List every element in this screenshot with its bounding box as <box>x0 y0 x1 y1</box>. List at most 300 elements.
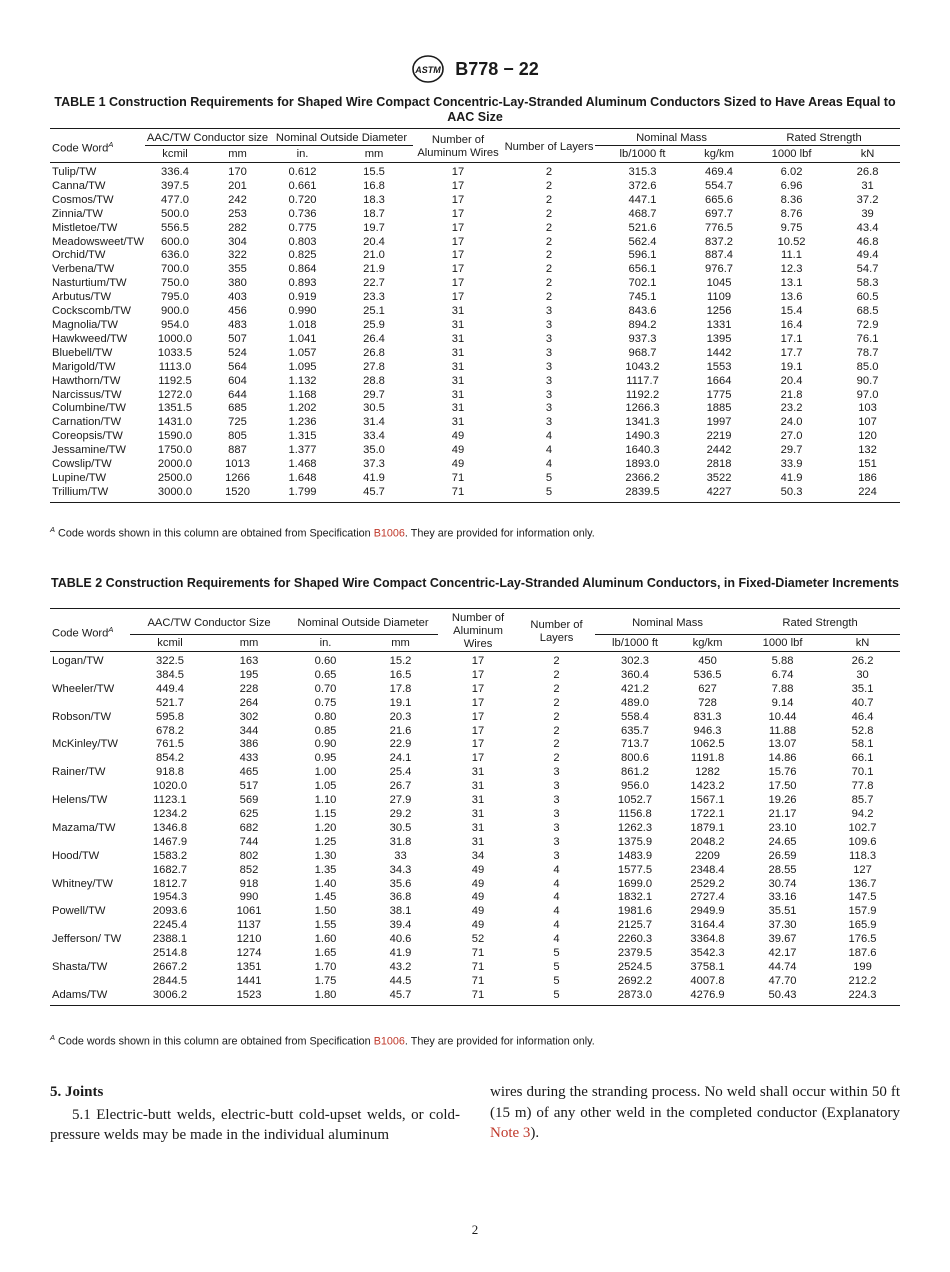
table-cell: 625 <box>239 807 259 820</box>
table-cell: 702.1 <box>628 277 657 290</box>
table-cell: 72.9 <box>856 318 879 331</box>
table-cell: 17.7 <box>780 346 803 359</box>
table-cell: 21.0 <box>363 249 385 262</box>
table-cell: 37.3 <box>363 458 385 471</box>
code-word-cell <box>50 752 130 766</box>
table-cell: 1.018 <box>288 318 317 331</box>
table-cell: 33.9 <box>780 458 803 471</box>
table-row <box>50 458 900 472</box>
table-cell: 946.3 <box>693 724 722 737</box>
table-cell: 195 <box>239 668 259 681</box>
table-cell: 1351 <box>236 960 262 973</box>
table-cell: 1346.8 <box>152 821 188 834</box>
code-word-cell: Columbine/TW <box>52 402 126 415</box>
table-cell: 52 <box>471 933 485 946</box>
unit-header: mm <box>335 146 413 163</box>
table-cell: 31 <box>451 402 465 415</box>
table-cell: 1.095 <box>288 360 317 373</box>
table-cell: 27.9 <box>389 794 412 807</box>
table-cell: 20.3 <box>389 710 412 723</box>
table-cell: 1.057 <box>288 346 317 359</box>
table-cell: 4276.9 <box>690 988 725 1001</box>
table-cell: 1043.2 <box>625 360 660 373</box>
table-cell: 17 <box>471 724 485 737</box>
table-cell: 3 <box>553 807 560 820</box>
table-cell: 31 <box>451 416 465 429</box>
document-header <box>0 54 950 84</box>
table-cell: 30.5 <box>389 821 412 834</box>
table-cell: 31 <box>451 374 465 387</box>
table-cell: 2388.1 <box>152 933 188 946</box>
table-cell: 21.6 <box>389 724 412 737</box>
layers-header: Number of Layers <box>503 129 595 163</box>
code-word-cell: Nasturtium/TW <box>52 277 127 290</box>
code-word-cell: Narcissus/TW <box>52 388 122 401</box>
table-cell: 635.7 <box>621 724 650 737</box>
table-cell: 31 <box>471 794 485 807</box>
conductor-size-header: AAC/TW Conductor size <box>145 129 270 146</box>
table-cell: 212.2 <box>848 974 877 987</box>
code-word-cell: Shasta/TW <box>52 960 108 973</box>
table-cell: 1722.1 <box>690 807 725 820</box>
table-cell: 556.5 <box>161 221 189 234</box>
table-cell: 31 <box>471 821 485 834</box>
table2-footnote: $^A$ Code words shown in this column are obtained from Specification B1006. They are provided for information only. <box>50 1033 595 1048</box>
table-cell: 157.9 <box>848 905 877 918</box>
table-cell: 3 <box>553 849 560 862</box>
table-row <box>50 919 900 933</box>
table-cell: 1442 <box>706 346 732 359</box>
table-cell: 2348.4 <box>690 863 725 876</box>
table-cell: 85.0 <box>856 360 879 373</box>
table-cell: 386 <box>239 738 259 751</box>
table-cell: 0.80 <box>314 710 337 723</box>
table-cell: 34 <box>471 849 485 862</box>
table-cell: 1.202 <box>288 402 317 415</box>
table-cell: 2219 <box>706 430 732 443</box>
table-cell: 8.36 <box>780 193 803 206</box>
table-cell: 34.3 <box>389 863 412 876</box>
table-cell: 384.5 <box>156 668 184 681</box>
table-cell: 165.9 <box>848 919 877 932</box>
table-cell: 4007.8 <box>690 974 725 987</box>
table-cell: 4 <box>553 919 560 932</box>
table-cell: 887.4 <box>705 249 734 262</box>
table-cell: 562.4 <box>628 235 657 248</box>
table-cell: 25.4 <box>389 766 412 779</box>
table-cell: 49.4 <box>856 249 879 262</box>
code-word-cell: Canna/TW <box>52 179 106 192</box>
table-cell: 761.5 <box>156 738 184 751</box>
table-cell: 28.8 <box>363 374 385 387</box>
table-cell: 17 <box>451 179 465 192</box>
mass-header: Nominal Mass <box>595 129 748 146</box>
table-cell: 97.0 <box>856 388 879 401</box>
table-cell: 1.315 <box>288 430 317 443</box>
table-row <box>50 766 900 780</box>
table-cell: 644 <box>228 388 247 401</box>
table-cell: 700.0 <box>161 263 189 276</box>
table-cell: 887 <box>228 444 247 457</box>
table-cell: 1351.5 <box>157 402 193 415</box>
table-cell: 3 <box>553 780 560 793</box>
table-cell: 1520 <box>225 485 250 498</box>
table-cell: 5 <box>545 471 553 484</box>
table-cell: 4 <box>553 863 560 876</box>
code-word-cell: Adams/TW <box>52 988 108 1001</box>
table-cell: 6.96 <box>780 179 803 192</box>
table-cell: 0.612 <box>288 166 317 178</box>
table-cell: 30.5 <box>363 402 385 415</box>
table-cell: 976.7 <box>705 263 734 276</box>
table-cell: 0.864 <box>288 263 317 276</box>
table-cell: 304 <box>228 235 247 248</box>
table-row <box>50 305 900 319</box>
table-cell: 1395 <box>706 332 732 345</box>
table-cell: 21.8 <box>780 388 803 401</box>
table-cell: 76.1 <box>856 332 879 345</box>
table-cell: 3 <box>545 360 553 373</box>
table-cell: 595.8 <box>156 710 184 723</box>
code-word-cell: Whitney/TW <box>52 877 113 890</box>
table-cell: 2379.5 <box>617 947 653 960</box>
table-cell: 0.720 <box>288 193 317 206</box>
table-cell: 5 <box>553 947 560 960</box>
code-word-cell <box>50 725 130 739</box>
table-cell: 1192.2 <box>625 388 660 401</box>
table-cell: 5 <box>553 974 560 987</box>
table-cell: 17 <box>471 710 485 723</box>
table-cell: 2442 <box>706 444 732 457</box>
table-row <box>50 416 900 430</box>
table-cell: 45.7 <box>363 485 385 498</box>
table-cell: 4 <box>553 905 560 918</box>
table-cell: 30.74 <box>768 877 797 890</box>
table-cell: 1750.0 <box>157 444 193 457</box>
table-cell: 937.3 <box>628 332 657 345</box>
table-cell: 253 <box>228 207 247 220</box>
table-cell: 31 <box>451 305 465 318</box>
table-cell: 187.6 <box>848 947 877 960</box>
table-cell: 24.0 <box>780 416 803 429</box>
table1-caption: TABLE 1 Construction Requirements for Shaped Wire Compact Concentric-Lay-Stranded Aluminum Conductors Sized to Have Areas Equal to AAC Size <box>54 95 896 124</box>
table-cell: 1109 <box>707 291 732 304</box>
table-cell: 49 <box>471 905 485 918</box>
table-cell: 1.15 <box>314 807 337 820</box>
table-cell: 282 <box>228 221 247 234</box>
code-word-cell <box>50 808 130 822</box>
table-cell: 1.55 <box>314 919 337 932</box>
table-cell: 26.59 <box>768 849 797 862</box>
table-cell: 35.51 <box>768 905 797 918</box>
table-cell: 1832.1 <box>617 891 653 904</box>
table-cell: 20.4 <box>363 235 385 248</box>
table-cell: 31 <box>451 346 465 359</box>
table-cell: 2 <box>545 291 553 304</box>
unit-header: mm <box>205 146 270 163</box>
table-cell: 13.1 <box>780 277 803 290</box>
unit-header: kN <box>825 635 900 652</box>
table-cell: 2 <box>553 668 560 681</box>
table-row <box>50 975 900 989</box>
table-cell: 52.8 <box>851 724 874 737</box>
table-cell: 170 <box>228 166 247 178</box>
table-cell: 5 <box>553 988 560 1001</box>
table-cell: 17 <box>471 682 485 695</box>
table-cell: 1590.0 <box>157 430 193 443</box>
code-word-cell <box>50 919 130 933</box>
table-cell: 90.7 <box>856 374 879 387</box>
table-cell: 1490.3 <box>625 430 660 443</box>
table-cell: 1262.3 <box>617 821 653 834</box>
table-cell: 15.76 <box>768 766 797 779</box>
table-cell: 1.648 <box>288 471 317 484</box>
table-cell: 1954.3 <box>152 891 188 904</box>
table-cell: 447.1 <box>628 193 657 206</box>
code-word-cell: Coreopsis/TW <box>52 430 123 443</box>
table-cell: 489.0 <box>621 696 650 709</box>
table-cell: 564 <box>228 360 247 373</box>
table-cell: 58.1 <box>851 738 874 751</box>
code-word-cell <box>50 864 130 878</box>
table-cell: 3 <box>545 305 553 318</box>
code-word-cell: Cockscomb/TW <box>52 305 131 318</box>
table-cell: 11.88 <box>768 724 797 737</box>
table-cell: 1000.0 <box>157 332 193 345</box>
table-cell: 1879.1 <box>690 821 725 834</box>
table-cell: 507 <box>228 332 247 345</box>
table-cell: 71 <box>451 471 465 484</box>
table-cell: 1893.0 <box>625 458 660 471</box>
table-cell: 6.74 <box>771 668 794 681</box>
table-cell: 3542.3 <box>690 947 725 960</box>
code-word-cell: Helens/TW <box>52 794 108 807</box>
table-cell: 17 <box>451 291 465 304</box>
code-word-cell: Jefferson/ TW <box>52 933 122 946</box>
table-cell: 3 <box>545 318 553 331</box>
table-cell: 46.8 <box>856 235 879 248</box>
table-cell: 23.10 <box>768 821 797 834</box>
code-word-cell: Orchid/TW <box>52 249 106 262</box>
table-cell: 0.775 <box>288 221 317 234</box>
table-cell: 344 <box>239 724 259 737</box>
table-cell: 17 <box>471 738 485 751</box>
table-cell: 26.8 <box>363 346 385 359</box>
table-cell: 18.3 <box>363 193 385 206</box>
table-cell: 1.799 <box>288 485 317 498</box>
table-cell: 3364.8 <box>690 933 725 946</box>
astm-logo-icon <box>411 54 445 84</box>
table-cell: 4 <box>545 458 553 471</box>
table-cell: 468.7 <box>628 207 657 220</box>
code-word-cell <box>50 697 130 711</box>
table-cell: 469.4 <box>705 166 734 178</box>
table-cell: 837.2 <box>705 235 734 248</box>
table-row <box>50 222 900 236</box>
table-cell: 1274 <box>236 947 262 960</box>
unit-header: 1000 lbf <box>748 146 835 163</box>
table-row <box>50 808 900 822</box>
table-row <box>50 738 900 752</box>
code-word-cell: Carnation/TW <box>52 416 122 429</box>
code-word-cell: Logan/TW <box>52 655 104 667</box>
table-cell: 18.7 <box>363 207 385 220</box>
table-cell: 665.6 <box>705 193 734 206</box>
code-word-cell: Powell/TW <box>52 905 106 918</box>
table-cell: 2 <box>553 724 560 737</box>
table-cell: 15.4 <box>780 305 803 318</box>
table-cell: 94.2 <box>851 807 874 820</box>
table-cell: 1375.9 <box>617 835 653 848</box>
table-cell: 894.2 <box>628 318 657 331</box>
unit-header: mm <box>210 635 288 652</box>
table-cell: 1052.7 <box>617 794 653 807</box>
layers-header: Number of Layers <box>518 609 595 652</box>
strength-header: Rated Strength <box>748 129 900 146</box>
table-cell: 3 <box>545 388 553 401</box>
table-cell: 450 <box>698 655 717 667</box>
table-cell: 19.7 <box>363 221 385 234</box>
table-cell: 1640.3 <box>625 444 660 457</box>
table-cell: 2 <box>545 277 553 290</box>
table-cell: 31 <box>471 835 485 848</box>
table-row <box>50 389 900 403</box>
table-cell: 2949.9 <box>690 905 725 918</box>
table-cell: 697.7 <box>705 207 734 220</box>
table-cell: 26.7 <box>389 780 412 793</box>
table-cell: 49 <box>471 877 485 890</box>
code-word-cell: Mazama/TW <box>52 821 116 834</box>
table-row <box>50 291 900 305</box>
table-cell: 186 <box>858 471 877 484</box>
table-cell: 13.6 <box>780 291 803 304</box>
table-cell: 2209 <box>695 849 720 862</box>
table-cell: 40.6 <box>389 933 412 946</box>
table-cell: 1234.2 <box>152 807 188 820</box>
code-word-cell: Wheeler/TW <box>52 682 115 695</box>
table-cell: 41.9 <box>780 471 803 484</box>
table-cell: 656.1 <box>628 263 657 276</box>
table-cell: 1583.2 <box>152 849 188 862</box>
table-cell: 71 <box>471 947 485 960</box>
table-cell: 2 <box>553 752 560 765</box>
table-cell: 1.75 <box>314 974 337 987</box>
note-3-link[interactable]: Note 3 <box>490 1125 531 1141</box>
code-word-cell: Verbena/TW <box>52 263 115 276</box>
table-cell: 336.4 <box>161 166 189 178</box>
table-cell: 805 <box>228 430 247 443</box>
table-cell: 2 <box>553 682 560 695</box>
table-cell: 26.2 <box>851 655 874 667</box>
table-cell: 0.70 <box>314 682 337 695</box>
table-cell: 68.5 <box>856 305 879 318</box>
table-cell: 151 <box>858 458 877 471</box>
table-cell: 728 <box>698 696 717 709</box>
code-word-cell: Hood/TW <box>52 849 100 862</box>
table-cell: 1467.9 <box>152 835 188 848</box>
table-cell: 31.4 <box>363 416 385 429</box>
table-cell: 49 <box>451 444 465 457</box>
table-row <box>50 486 900 502</box>
table-cell: 147.5 <box>848 891 877 904</box>
b1006-link[interactable]: B1006 <box>373 527 405 540</box>
table-cell: 524 <box>228 346 247 359</box>
table-cell: 3 <box>545 374 553 387</box>
code-word-header: Code Word$^A$ <box>50 609 130 652</box>
table-cell: 109.6 <box>848 835 877 848</box>
table-row <box>50 752 900 766</box>
table-cell: 918.8 <box>156 766 184 779</box>
table-cell: 421.2 <box>621 682 650 695</box>
table-row <box>50 683 900 697</box>
table-cell: 22.7 <box>363 277 385 290</box>
table-cell: 23.2 <box>780 402 803 415</box>
table-row <box>50 822 900 836</box>
table-cell: 1123.1 <box>153 794 187 807</box>
table-cell: 47.70 <box>768 974 797 987</box>
table-cell: 1523 <box>236 988 262 1001</box>
table-cell: 1282 <box>695 766 720 779</box>
table-cell: 795.0 <box>161 291 189 304</box>
table-cell: 11.1 <box>781 249 802 262</box>
table-cell: 2839.5 <box>625 485 660 498</box>
table-row <box>50 236 900 250</box>
section5-right-column <box>490 1082 900 1144</box>
table-cell: 1567.1 <box>690 794 725 807</box>
table-cell: 2 <box>545 207 553 220</box>
code-word-cell: Trillium/TW <box>52 485 109 498</box>
table-cell: 1.20 <box>314 821 337 834</box>
table-cell: 21.17 <box>768 807 797 820</box>
unit-header: mm <box>363 635 438 652</box>
table-cell: 17 <box>451 207 465 220</box>
table-cell: 918 <box>239 877 259 890</box>
table2-caption: TABLE 2 Construction Requirements for Shaped Wire Compact Concentric-Lay-Stranded Aluminum Conductors, in Fixed-Diameter Increments <box>51 576 899 590</box>
table-cell: 66.1 <box>851 752 874 765</box>
table-cell: 1191.8 <box>690 752 725 765</box>
table-row <box>50 333 900 347</box>
table1-footnote: $^A$ Code words shown in this column are obtained from Specification B1006. They are provided for information only. <box>50 525 595 540</box>
table-cell: 1775 <box>706 388 732 401</box>
table-cell: 1045 <box>706 277 732 290</box>
code-word-cell: Mistletoe/TW <box>52 221 118 234</box>
table-cell: 1812.7 <box>152 877 188 890</box>
table-cell: 852 <box>239 863 259 876</box>
table-cell: 77.8 <box>851 780 874 793</box>
table-cell: 31.8 <box>389 835 412 848</box>
table-cell: 2 <box>545 263 553 276</box>
table-cell: 50.43 <box>768 988 797 1001</box>
table-cell: 120 <box>858 430 877 443</box>
unit-header: kg/km <box>675 635 740 652</box>
table-row <box>50 725 900 739</box>
table-cell: 1013 <box>225 458 250 471</box>
unit-header: 1000 lbf <box>740 635 825 652</box>
b1006-link[interactable]: B1006 <box>373 1035 405 1048</box>
paragraph-5-1: 5.1 Electric-butt welds, electric-butt cold-upset welds, or cold-pressure welds may be made in the individual aluminum <box>50 1106 460 1143</box>
code-word-cell <box>50 975 130 989</box>
table-cell: 2000.0 <box>157 458 193 471</box>
table-cell: 569 <box>239 794 259 807</box>
table-cell: 228 <box>239 682 259 695</box>
table-cell: 1.041 <box>288 332 317 345</box>
table-cell: 1.377 <box>288 444 317 457</box>
table-cell: 17 <box>451 263 465 276</box>
table-cell: 31 <box>451 332 465 345</box>
table-cell: 163 <box>239 655 259 667</box>
table-row <box>50 361 900 375</box>
code-word-cell: Marigold/TW <box>52 360 116 373</box>
